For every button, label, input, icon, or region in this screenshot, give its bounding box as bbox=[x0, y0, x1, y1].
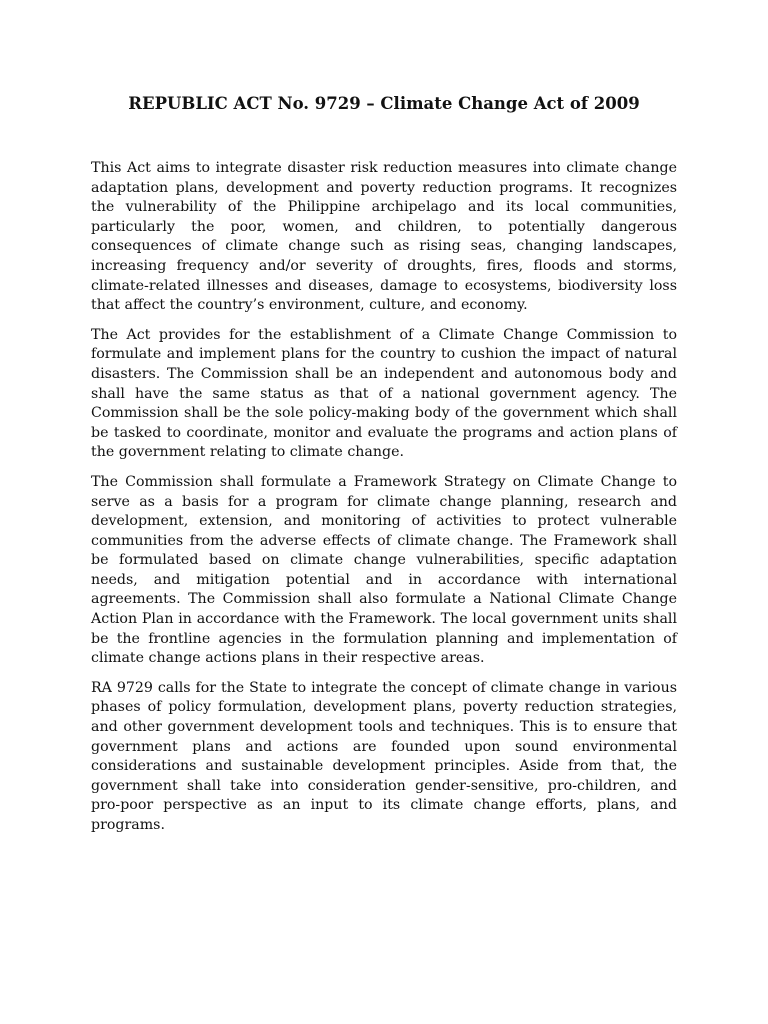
paragraph-integration: RA 9729 calls for the State to integrate the concept of climate change in various phases of policy formulation, development plans, poverty reduction strategies, and other government development tools and techniques. This is to ensure that government plans and actions are founded upon sound environmental considerations and sustainable development principles. Aside from that, the government shall take into consideration gender-sensitive, pro-children, and pro-poor perspective as an input to its climate change efforts, plans, and programs. bbox=[91, 679, 677, 833]
paragraph-commission: The Act provides for the establishment of a Climate Change Commission to formulate and implement plans for the country to cushion the impact of natural disasters. The Commission shall be an independent and autonomous body and shall have the same status as that of a national government agency. The Commission shall be the sole policy-making body of the government which shall be tasked to coordinate, monitor and evaluate the programs and action plans of the government relating to climate change. bbox=[91, 326, 677, 461]
paragraph-framework: The Commission shall formulate a Framework Strategy on Climate Change to serve as a basis for a program for climate change planning, research and development, extension, and monitoring of activities to protect vulnerable communities from the adverse effects of climate change. The Framework shall be formulated based on climate change vulnerabilities, specific adaptation needs, and mitigation potential and in accordance with international agreements. The Commission shall also formulate a National Climate Change Action Plan in accordance with the Framework. The local government units shall be the frontline agencies in the formulation planning and implementation of climate change actions plans in their respective areas. bbox=[91, 473, 677, 667]
paragraph-intro: This Act aims to integrate disaster risk reduction measures into climate change adaptation plans, development and poverty reduction programs. It recognizes the vulnerability of the Philippine archipelago and its local communities, particularly the poor, women, and children, to potentially dangerous consequences of climate change such as rising seas, changing landscapes, increasing frequency and/or severity of droughts, fires, floods and storms, climate-related illnesses and diseases, damage to ecosystems, biodiversity loss that affect the country’s environment, culture, and economy. bbox=[91, 160, 677, 314]
document-title: REPUBLIC ACT No. 9729 – Climate Change Act of 2009 bbox=[128, 94, 640, 113]
document-body bbox=[91, 159, 677, 846]
